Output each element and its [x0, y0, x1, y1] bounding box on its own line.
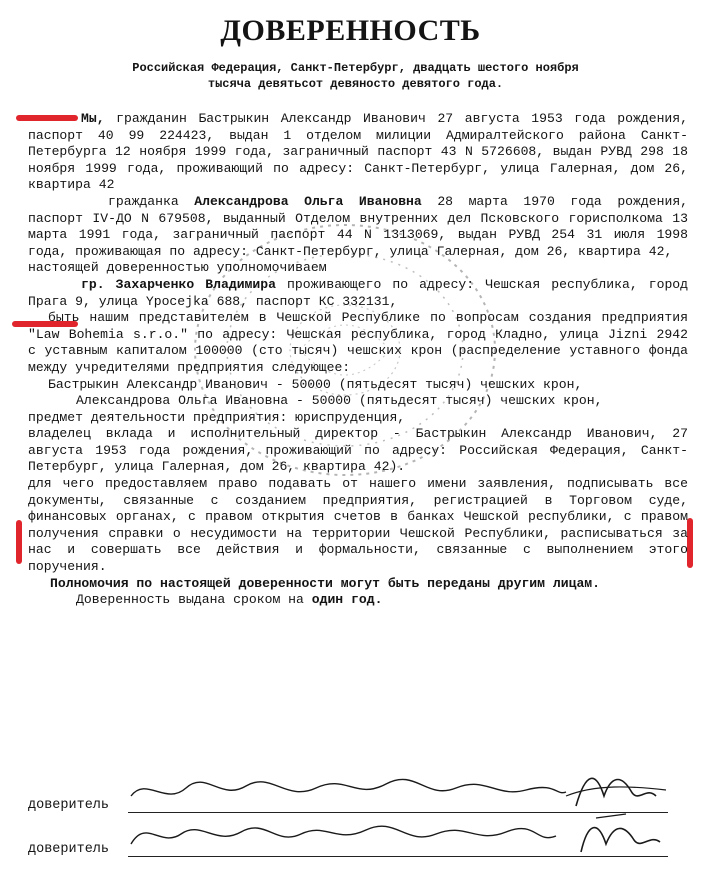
handwritten-signature-1 [126, 766, 671, 816]
header-line-2: тысяча девятьсот девяносто девятого года. [207, 77, 504, 91]
term-text: Доверенность выдана сроком на [76, 592, 304, 608]
representative-details: проживающего по адресу: Чешская республика, город Прага 9, улица Ypocejka 688, паспорт КС 332131, [28, 276, 689, 309]
paragraph-lead: Мы, [81, 111, 105, 126]
paragraph-powers: для чего предоставляем право подавать от нашего имени заявления, подписывать все документы, связанные с созданием предприятия, регистрацией в Торговом суде, финансовых органах, с правом открытия счетов в банках Чешской республики, с правом получения справки о несудимости на территории Чешской Республики, расписываться за нас и совершать все действия и формальности, связанные с выполнением этого поручения. [28, 476, 688, 575]
paragraph-transfer [28, 576, 688, 593]
paragraph-activity: предмет деятельности предприятия: юриспруденция, [28, 409, 406, 425]
paragraph-scope: быть нашим представителем в Чешской Республике по вопросам создания предприятия "Law Bohemia s.r.o." по адресу: Чешская республика, город Кладно, улица Jizni 2942 с уставным капиталом 100000 (сто тысяч) чешских крон (распределение уставного фонда между учредителями предприятия следующее: [28, 310, 688, 375]
principal-2-name: Александрова Ольга Ивановна [194, 193, 422, 209]
signature-row-2 [28, 816, 668, 860]
document-title: ДОВЕРЕННОСТЬ [220, 14, 481, 47]
paragraph-founder-2: Александрова Ольга Ивановна - 50000 (пятьдесят тысяч) чешских крон, [76, 393, 603, 409]
document-header [40, 60, 671, 92]
paragraph-principal-2 [28, 194, 688, 260]
principal-1-details: гражданин Бастрыкин Александр Иванович 27 августа 1953 года рождения, паспорт 40 99 224423, выдан 1 отделом милиции Адмиралтейского района Санкт-Петербурга 12 ноября 1999 года, заграничный паспорт 43 N 5726608, выдан РУВД 298 18 ноября 1999 года, проживающий по адресу: Санкт-Петербург, улица Галерная, дом 26, квартира 42 [28, 111, 689, 193]
paragraph-principal-1 [28, 111, 688, 194]
paragraph-director: владелец вклада и исполнительный директор - Бастрыкин Александр Иванович, 27 августа 1953 года рождения, проживающий по адресу: Российская Федерация, Санкт-Петербург, улица Галерная, дом 26, квартира 42). [28, 426, 688, 475]
paragraph-lead: гражданка [108, 193, 179, 209]
paragraph-lead: гр. [81, 276, 105, 292]
term-duration: один год. [311, 592, 383, 608]
representative-name: Захарченко Владимира [115, 276, 276, 292]
signer-label: доверитель [28, 842, 110, 857]
principal-2-details: 28 марта 1970 года рождения, паспорт IV-ДО N 679508, выданный Отделом внутренних дел Псковского горисполкома 13 марта 1991 года, заграничный паспорт 44 N 1313069, выдан РУВД 254 31 июля 1998 года, проживающая по адресу: Санкт-Петербург, улица Галерная, дом 26, квартира 42, [28, 193, 689, 259]
paragraph-term [28, 592, 688, 609]
document-body [28, 111, 688, 609]
signer-label: доверитель [28, 798, 110, 813]
handwritten-signature-2 [126, 810, 671, 860]
highlight-bar-left [16, 520, 22, 564]
paragraph-representative [28, 277, 688, 310]
transfer-text: Полномочия по настоящей доверенности могут быть переданы другим лицам. [50, 575, 601, 591]
paragraph-founder-1: Бастрыкин Александр Иванович - 50000 (пятьдесят тысяч) чешских крон, [48, 376, 583, 392]
paragraph-authorize: настоящей доверенностью уполномочиваем [28, 260, 327, 276]
header-line-1: Российская Федерация, Санкт-Петербург, двадцать шестого ноября [132, 61, 579, 75]
